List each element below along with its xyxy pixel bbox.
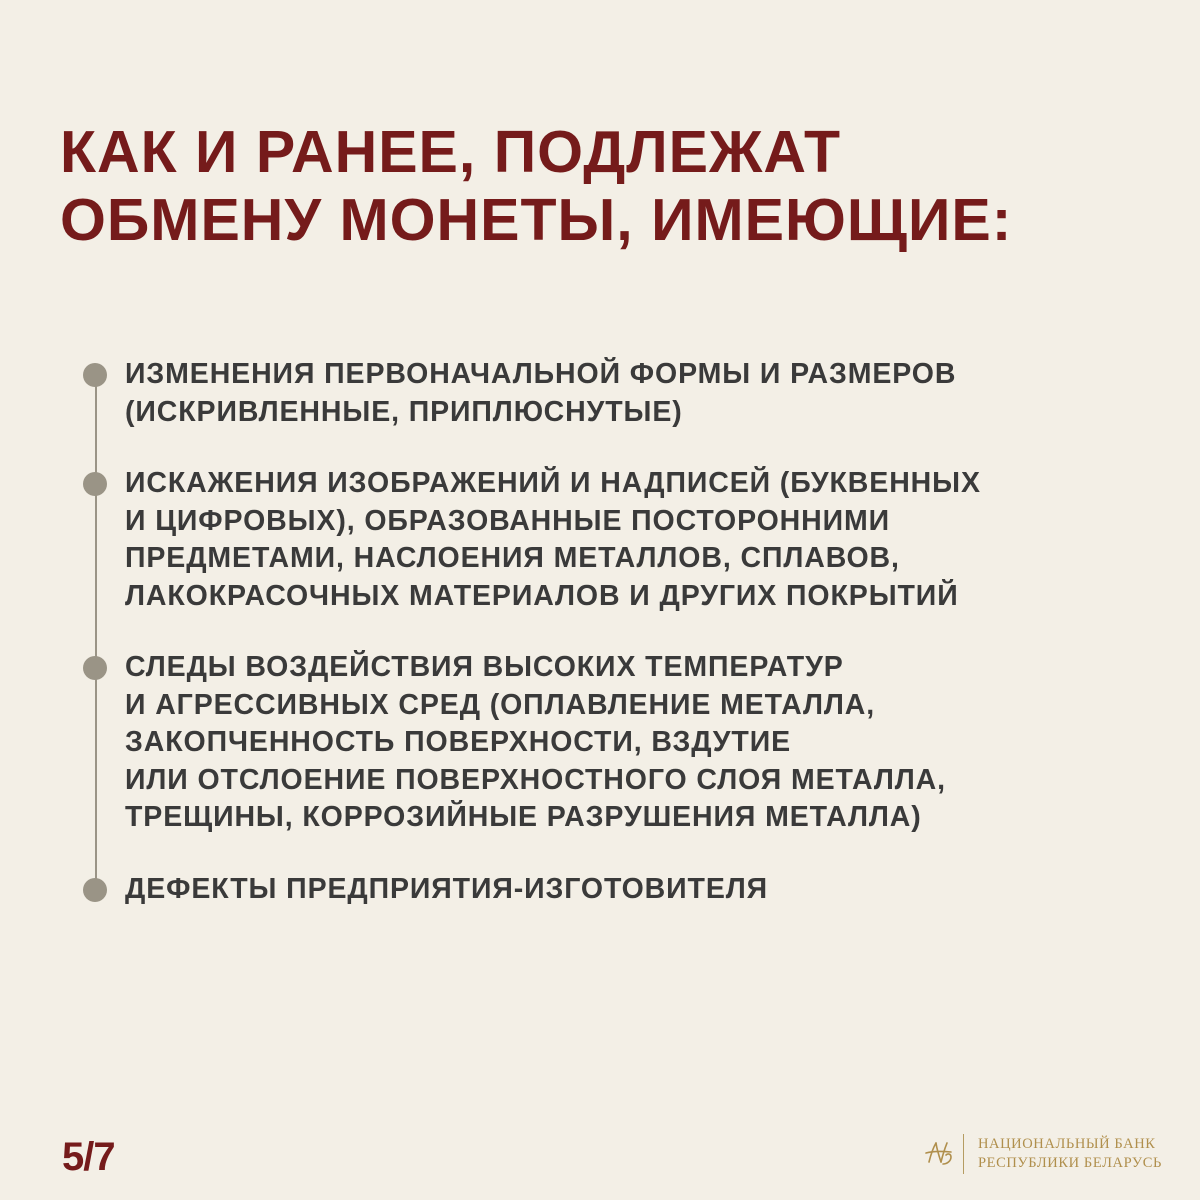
bullet-dot-icon [83, 878, 107, 902]
list-item-line: ИЛИ ОТСЛОЕНИЕ ПОВЕРХНОСТНОГО СЛОЯ МЕТАЛЛА, [125, 763, 946, 796]
list-item-line: (ИСКРИВЛЕННЫЕ, ПРИПЛЮСНУТЫЕ) [125, 395, 683, 428]
list-item-line: И АГРЕССИВНЫХ СРЕД (ОПЛАВЛЕНИЕ МЕТАЛЛА, [125, 688, 876, 721]
bullet-dot-icon [83, 363, 107, 387]
list-item-line: СЛЕДЫ ВОЗДЕЙСТВИЯ ВЫСОКИХ ТЕМПЕРАТУР [125, 651, 844, 683]
bank-name-line: НАЦИОНАЛЬНЫЙ БАНК [977, 1136, 1156, 1152]
bullet-dot-icon [83, 472, 107, 496]
bank-name [978, 1135, 1162, 1173]
list-item [125, 649, 1165, 837]
bank-name-line: РЕСПУБЛИКИ БЕЛАРУСЬ [977, 1155, 1162, 1171]
page-title-line: ОБМЕНУ МОНЕТЫ, ИМЕЮЩИЕ: [60, 187, 1013, 253]
list-item-line: ДЕФЕКТЫ ПРЕДПРИЯТИЯ-ИЗГОТОВИТЕЛЯ [125, 872, 769, 905]
page-title [60, 118, 1140, 254]
list-item-line: И ЦИФРОВЫХ), ОБРАЗОВАННЫЕ ПОСТОРОННИМИ [125, 504, 891, 537]
bullet-dot-icon [83, 656, 107, 680]
list-item-line: ЛАКОКРАСОЧНЫХ МАТЕРИАЛОВ И ДРУГИХ ПОКРЫТИЙ [125, 579, 959, 612]
list-item-line: ИСКАЖЕНИЯ ИЗОБРАЖЕНИЙ И НАДПИСЕЙ (БУКВЕННЫХ [125, 467, 981, 499]
timeline-line [95, 375, 97, 898]
list-item [125, 871, 1165, 909]
logo-divider [963, 1134, 964, 1174]
list-item [125, 356, 1165, 431]
nbrb-monogram-icon [919, 1134, 959, 1174]
list-item-line: ПРЕДМЕТАМИ, НАСЛОЕНИЯ МЕТАЛЛОВ, СПЛАВОВ, [125, 542, 900, 574]
list-item [125, 465, 1165, 615]
defect-list [125, 356, 1165, 942]
list-item-line: ЗАКОПЧЕННОСТЬ ПОВЕРХНОСТИ, ВЗДУТИЕ [125, 726, 792, 758]
list-item-line: ИЗМЕНЕНИЯ ПЕРВОНАЧАЛЬНОЙ ФОРМЫ И РАЗМЕРОВ [125, 358, 957, 390]
list-item-line: ТРЕЩИНЫ, КОРРОЗИЙНЫЕ РАЗРУШЕНИЯ МЕТАЛЛА) [125, 801, 922, 833]
page-counter: 5/7 [62, 1135, 115, 1179]
bank-logo [919, 1134, 1162, 1174]
page-title-line: КАК И РАНЕЕ, ПОДЛЕЖАТ [60, 119, 842, 185]
